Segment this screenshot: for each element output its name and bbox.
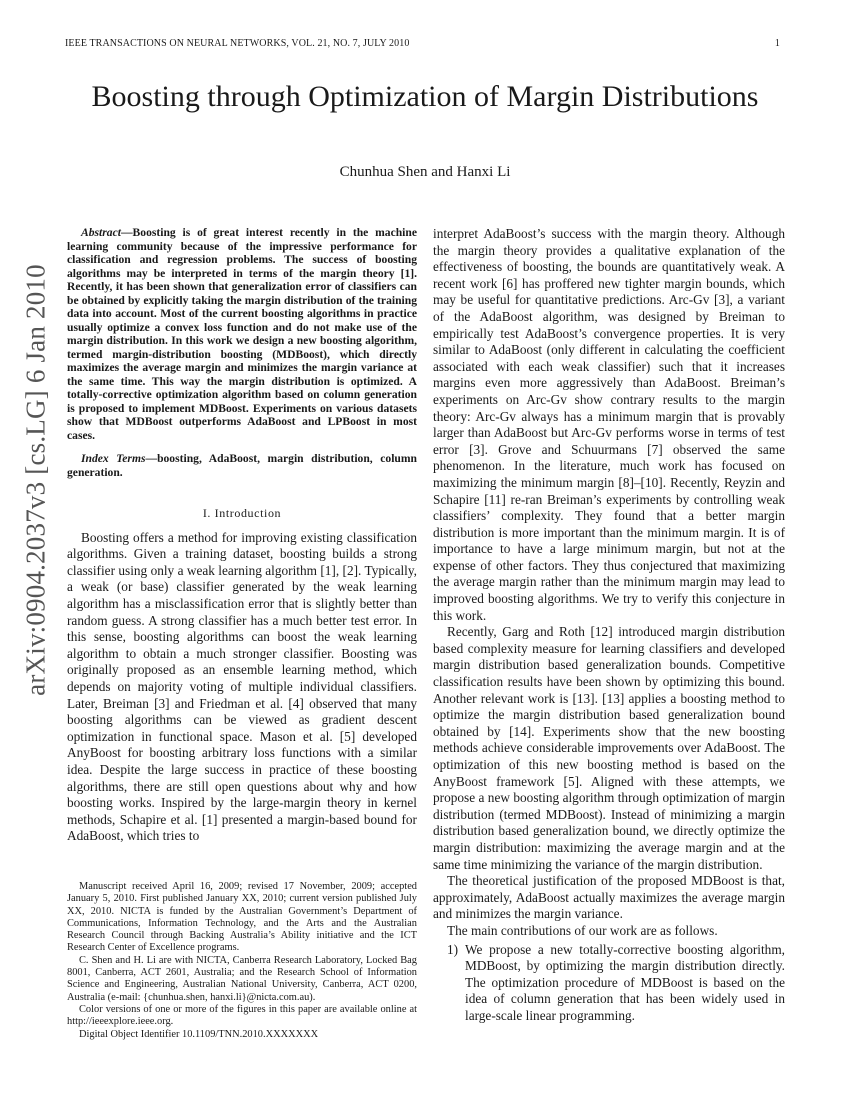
running-header — [65, 38, 780, 52]
intro-paragraph-2: Recently, Garg and Roth [12] introduced margin distribution based complexity measure for learning classifiers and developed margin distribution based generalization bounds. Competitive classification results have been shown by optimizing this bound. Another relevant work is [13]. [13] applies a boosting method to optimize the margin distribution based generalization bound obtained by [14]. Experiments show that the new boosting methods achieve considerable improvements over AdaBoost. The optimization of this new boosting method is based on the AnyBoost framework [5]. Aligned with these attempts, we propose a new boosting algorithm through optimization of margin distribution (termed MDBoost). Instead of minimizing a margin distribution based generalization bound, we directly optimize the margin distribution: maximizing the average margin and at the same time minimizing the variance of the margin distribution. — [433, 624, 785, 872]
arxiv-sidebar — [12, 264, 60, 696]
section-heading-introduction: I. Introduction — [202, 506, 282, 520]
footnote-manuscript: Manuscript received April 16, 2009; revised 17 November, 2009; accepted January 5, 2010. First published January XX, 2010; current version published July XX, 2010. NICTA is funded by the Australian Government’s Department of Communications, Information Technology, and the Arts and the Australian Research Council through Backing Australia’s Ability initiative and the ICT Research Center of Excellence programs. — [67, 881, 417, 954]
right-column — [433, 226, 785, 1025]
paper-title: Boosting through Optimization of Margin Distributions — [91, 80, 759, 113]
footnotes — [67, 881, 417, 1041]
intro-paragraph-3: The theoretical justification of the proposed MDBoost is that, approximately, AdaBoost actually maximizes the average margin and minimizes the margin variance. — [433, 873, 785, 922]
abstract-text: —Boosting is of great interest recently in the machine learning community because of the impressive performance for classification and regression problems. The success of boosting algorithms may be interpreted in terms of the margin theory [1]. Recently, it has been shown that generalization error of classifiers can be obtained by explicitly taking the margin distribution of the training data into account. Most of the current boosting algorithms in practice usually optimize a convex loss function and do not make use of the margin distribution. In this work we design a new boosting algorithm, termed margin-distribution boosting (MDBoost), which directly maximizes the average margin and minimizes the margin variance at the same time. This way the margin distribution is optimized. A totally-corrective optimization algorithm based on column generation is proposed to implement MDBoost. Experiments on various datasets show that MDBoost outperforms AdaBoost and LPBoost in most cases. — [67, 226, 417, 442]
intro-paragraph-continued: interpret AdaBoost’s success with the margin theory. Although the margin theory provides a qualitative explanation of the effectiveness of boosting, the bounds are quantitatively weak. A recent work [6] has proffered new tighter margin bounds, which may be useful for quantitative predictions. Arc-Gv [3], a variant of the AdaBoost algorithm, was designed by Breiman to empirically test AdaBoost’s convergence properties. It is very similar to AdaBoost (only different in calculating the coefficient associated with each weak classifier) such that it increases margins even more aggressively than AdaBoost. Breiman’s experiments on Arc-Gv show contrary results to the margin theory: Arc-Gv always has a minimum margin that is provably larger than AdaBoost but Arc-Gv performs worse in terms of test error [3]. Grove and Schuurmans [7] observed the same phenomenon. In the literature, much work has focused on maximizing the minimum margin [8]–[10]. Recently, Reyzin and Schapire [11] re-ran Breiman’s experiments by controlling weak classifiers’ complexity. They found that a better margin distribution is more important than the minimum margin. It is of importance to have a large minimum margin, but not at the expense of other factors. They thus conjectured that maximizing the average margin rather than the minimum margin may lead to improved boosting algorithms. We try to verify this conjecture in this work. — [433, 226, 785, 623]
footnote-doi: Digital Object Identifier 10.1109/TNN.2010.XXXXXXX — [79, 1028, 319, 1040]
abstract-lead: Abstract — [81, 226, 121, 239]
index-terms — [67, 452, 417, 479]
list-item-text: We propose a new totally-corrective boosting algorithm, MDBoost, by optimizing the margin distribution directly. The optimization procedure of MDBoost is based on the idea of column generation that has been widely used in large-scale linear programming. — [465, 941, 785, 1023]
index-terms-text: —boosting, AdaBoost, margin distribution, column generation. — [67, 452, 417, 479]
abstract — [67, 226, 417, 442]
page-number: 1 — [774, 38, 780, 49]
intro-paragraph-1: Boosting offers a method for improving existing classification algorithms. Given a training dataset, boosting builds a strong classifier using only a weak learning algorithm [1], [2]. Typically, a weak (or base) classifier generated by the weak learning algorithm has a misclassification error that is slightly better than random guess. A strong classifier has a much better test error. In this sense, boosting algorithms can boost the weak learning algorithm to obtain a much stronger classifier. Boosting was originally proposed as an ensemble learning method, which depends on majority voting of multiple individual classifiers. Later, Breiman [3] and Friedman et al. [4] observed that many boosting algorithms can be viewed as gradient descent optimization in functional space. Mason et al. [5] developed AnyBoost for boosting arbitrary loss functions with a similar idea. Despite the large success in practice of these boosting algorithms, there are still open questions about why and how boosting works. Inspired by the large-margin theory in kernel methods, Schapire et al. [1] presented a margin-based bound for AdaBoost, which tries to — [67, 529, 417, 844]
arxiv-identifier: arXiv:0904.2037v3 [cs.LG] 6 Jan 2010 — [20, 264, 51, 696]
list-item — [433, 942, 785, 1025]
footnote-color: Color versions of one or more of the figures in this paper are available online at http://ieeexplore.ieee.org. — [67, 1003, 417, 1028]
journal-name: IEEE TRANSACTIONS ON NEURAL NETWORKS, VOL. 21, NO. 7, JULY 2010 — [65, 38, 410, 49]
intro-paragraph-4: The main contributions of our work are as follows. — [447, 922, 718, 938]
contributions-list — [433, 942, 785, 1025]
footnote-affiliation: C. Shen and H. Li are with NICTA, Canberra Research Laboratory, Locked Bag 8001, Canberra, ACT 2601, Australia; and the Research School of Information Science and Engineering, Australian National University, Canberra, ACT 0200, Australia (e-mail: {chunhua.shen, hanxi.li}@nicta.com.au). — [67, 954, 417, 1003]
list-item-number: 1) — [447, 941, 459, 957]
index-terms-lead: Index Terms — [81, 452, 146, 465]
left-column — [67, 226, 417, 845]
paper-authors: Chunhua Shen and Hanxi Li — [339, 164, 511, 180]
